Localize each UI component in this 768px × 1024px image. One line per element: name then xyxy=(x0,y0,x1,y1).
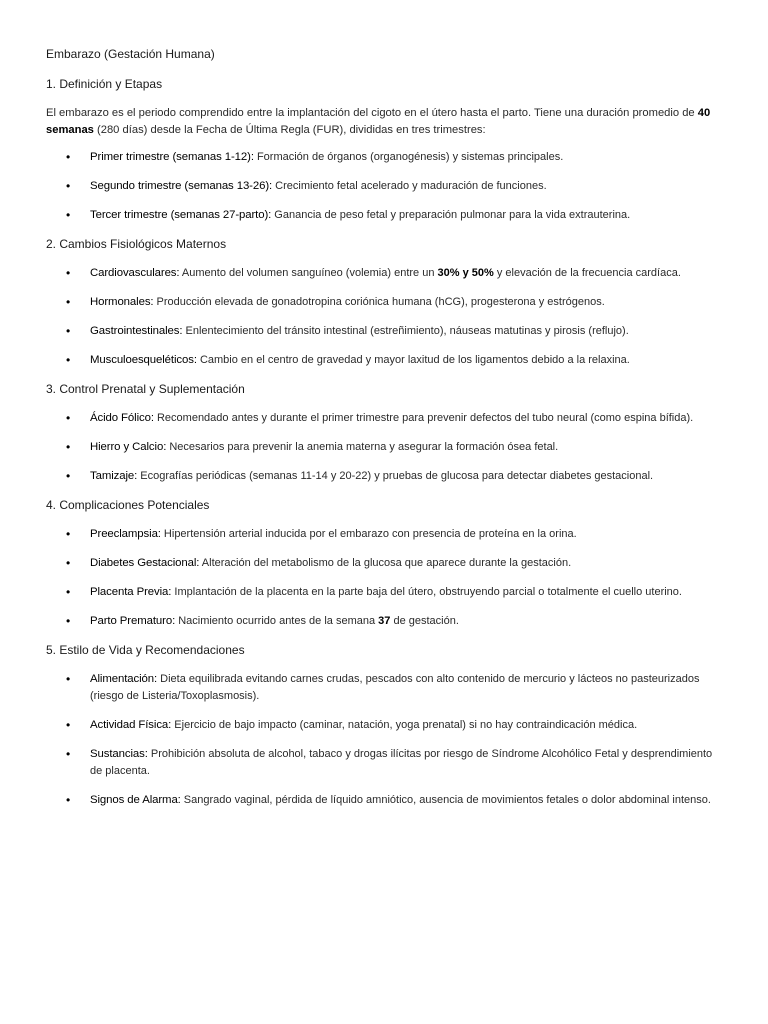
item-label: Tamizaje: xyxy=(90,470,138,482)
item-label: Parto Prematuro: xyxy=(90,615,176,627)
item-text: Alteración del metabolismo de la glucosa que aparece durante la gestación. xyxy=(199,557,572,569)
section-heading-lifestyle: 5. Estilo de Vida y Recomendaciones xyxy=(46,643,245,657)
list-trimesters xyxy=(46,149,726,224)
list-item xyxy=(46,717,726,734)
item-text: Necesarios para prevenir la anemia materna y asegurar la formación ósea fetal. xyxy=(166,441,559,453)
list-item xyxy=(46,178,726,195)
item-text: Aumento del volumen sanguíneo (volemia) entre un xyxy=(179,267,438,279)
list-item xyxy=(46,294,726,311)
item-label: Diabetes Gestacional: xyxy=(90,557,200,569)
item-text: Producción elevada de gonadotropina coriónica humana (hCG), progesterona y estrógenos. xyxy=(153,296,605,308)
item-label: Signos de Alarma: xyxy=(90,794,181,806)
item-text: Enlentecimiento del tránsito intestinal (estreñimiento), náuseas matutinas y pirosis (reflujo). xyxy=(182,325,629,337)
intro-bold-duration: 40 semanas xyxy=(46,107,711,136)
item-bold: 37 xyxy=(378,615,391,627)
item-text: Prohibición absoluta de alcohol, tabaco y drogas ilícitas por riesgo de Síndrome Alcohólico Fetal y desprendimiento de placenta. xyxy=(90,748,713,777)
document-title: Embarazo (Gestación Humana) xyxy=(46,47,215,61)
section-heading-physiological-changes: 2. Cambios Fisiológicos Maternos xyxy=(46,237,227,251)
list-complications xyxy=(46,526,726,630)
intro-text-after: (280 días) desde la Fecha de Última Regla (FUR), divididas en tres trimestres: xyxy=(93,124,486,136)
item-text-after: de gestación. xyxy=(390,615,459,627)
item-label: Placenta Previa: xyxy=(90,586,172,598)
item-label: Sustancias: xyxy=(90,748,148,760)
list-item xyxy=(46,265,726,282)
item-text: Hipertensión arterial inducida por el embarazo con presencia de proteína en la orina. xyxy=(160,528,577,540)
item-label: Hormonales: xyxy=(90,296,154,308)
list-item xyxy=(46,149,726,166)
list-item xyxy=(46,410,726,427)
list-prenatal-control xyxy=(46,410,726,485)
item-text: Ejercicio de bajo impacto (caminar, natación, yoga prenatal) si no hay contraindicación médica. xyxy=(171,719,638,731)
item-label: Gastrointestinales: xyxy=(90,325,183,337)
list-item xyxy=(46,746,726,780)
list-item xyxy=(46,352,726,369)
item-text: Crecimiento fetal acelerado y maduración de funciones. xyxy=(272,180,547,192)
list-physiological-changes xyxy=(46,265,726,369)
list-item xyxy=(46,555,726,572)
section-heading-prenatal-control: 3. Control Prenatal y Suplementación xyxy=(46,382,245,396)
item-text: Dieta equilibrada evitando carnes crudas, pescados con alto contenido de mercurio y lácteos no pasteurizados (riesgo de Listeria/Toxoplasmosis). xyxy=(90,673,700,702)
list-item xyxy=(46,792,726,809)
list-item xyxy=(46,584,726,601)
item-bold: 30% y 50% xyxy=(437,267,494,279)
item-label: Actividad Física: xyxy=(90,719,172,731)
item-text: Implantación de la placenta en la parte baja del útero, obstruyendo parcial o totalmente el cuello uterino. xyxy=(171,586,682,598)
item-text: Ecografías periódicas (semanas 11-14 y 20-22) y pruebas de glucosa para detectar diabetes gestacional. xyxy=(137,470,654,482)
item-text: Formación de órganos (organogénesis) y sistemas principales. xyxy=(253,151,564,163)
list-item xyxy=(46,323,726,340)
item-label: Cardiovasculares: xyxy=(90,267,180,279)
item-label: Alimentación: xyxy=(90,673,158,685)
list-item xyxy=(46,207,726,224)
document-page xyxy=(46,46,726,821)
item-label: Segundo trimestre (semanas 13-26): xyxy=(90,180,273,192)
item-label: Musculoesqueléticos: xyxy=(90,354,197,366)
item-label: Hierro y Calcio: xyxy=(90,441,167,453)
list-item xyxy=(46,526,726,543)
list-item xyxy=(46,613,726,630)
item-text-after: y elevación de la frecuencia cardíaca. xyxy=(493,267,681,279)
section-heading-complications: 4. Complicaciones Potenciales xyxy=(46,498,210,512)
item-label: Ácido Fólico: xyxy=(90,412,154,424)
list-item xyxy=(46,439,726,456)
intro-text-before: El embarazo es el periodo comprendido entre la implantación del cigoto en el útero hasta el parto. Tiene una duración promedio de xyxy=(46,107,698,119)
list-lifestyle xyxy=(46,671,726,809)
item-label: Preeclampsia: xyxy=(90,528,161,540)
section-heading-definition: 1. Definición y Etapas xyxy=(46,77,163,91)
item-text: Recomendado antes y durante el primer trimestre para prevenir defectos del tubo neural (como espina bífida). xyxy=(153,412,694,424)
intro-paragraph xyxy=(46,105,726,139)
item-label: Primer trimestre (semanas 1-12): xyxy=(90,151,254,163)
list-item xyxy=(46,468,726,485)
item-text: Sangrado vaginal, pérdida de líquido amniótico, ausencia de movimientos fetales o dolor abdominal intenso. xyxy=(180,794,711,806)
item-text: Ganancia de peso fetal y preparación pulmonar para la vida extrauterina. xyxy=(271,209,631,221)
item-text: Nacimiento ocurrido antes de la semana xyxy=(175,615,379,627)
item-label: Tercer trimestre (semanas 27-parto): xyxy=(90,209,272,221)
list-item xyxy=(46,671,726,705)
item-text: Cambio en el centro de gravedad y mayor laxitud de los ligamentos debido a la relaxina. xyxy=(196,354,630,366)
